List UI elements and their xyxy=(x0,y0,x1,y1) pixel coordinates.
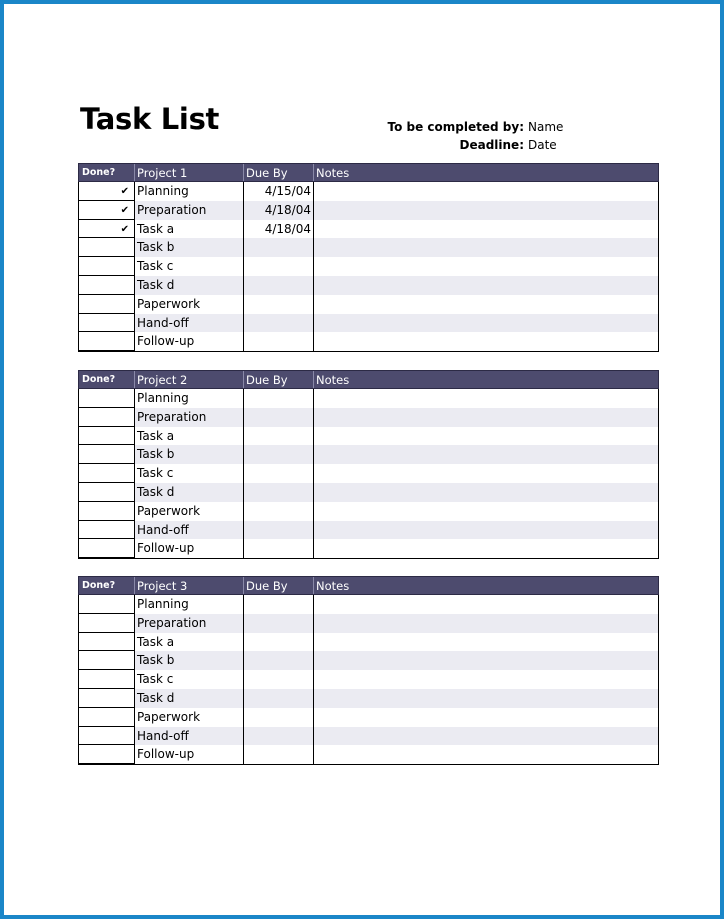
header-divider xyxy=(243,164,244,181)
task-name: Paperwork xyxy=(135,502,244,521)
task-name: Preparation xyxy=(135,408,244,427)
due-by-header: Due By xyxy=(246,579,288,593)
task-name: Planning xyxy=(135,389,244,408)
project-header xyxy=(78,576,659,595)
table-row xyxy=(79,389,658,408)
project-name: Project 3 xyxy=(137,579,188,593)
due-date[interactable] xyxy=(244,727,314,746)
checkmark-icon: ✔ xyxy=(120,186,129,197)
deadline-label: Deadline: xyxy=(459,138,524,152)
table-row xyxy=(79,727,658,746)
task-name: Task a xyxy=(135,220,244,239)
table-row xyxy=(79,689,658,708)
due-date[interactable] xyxy=(244,633,314,652)
due-date[interactable] xyxy=(244,708,314,727)
due-date[interactable] xyxy=(244,238,314,257)
done-checkbox[interactable] xyxy=(79,276,135,295)
task-name: Paperwork xyxy=(135,295,244,314)
table-row xyxy=(79,670,658,689)
done-checkbox[interactable] xyxy=(79,502,135,521)
notes-cell[interactable] xyxy=(314,745,658,764)
done-checkbox[interactable] xyxy=(79,220,135,239)
task-name: Preparation xyxy=(135,201,244,220)
table-row xyxy=(79,201,658,220)
done-header: Done? xyxy=(82,374,116,385)
table-row xyxy=(79,238,658,257)
table-row xyxy=(79,521,658,540)
notes-cell[interactable] xyxy=(314,276,658,295)
task-name: Task b xyxy=(135,651,244,670)
header-divider xyxy=(134,577,135,594)
due-date[interactable] xyxy=(244,745,314,764)
table-row xyxy=(79,257,658,276)
project-name: Project 2 xyxy=(137,373,188,387)
due-date[interactable] xyxy=(244,314,314,333)
due-date[interactable] xyxy=(244,408,314,427)
notes-cell[interactable] xyxy=(314,445,658,464)
notes-cell[interactable] xyxy=(314,539,658,558)
table-row xyxy=(79,276,658,295)
notes-cell[interactable] xyxy=(314,651,658,670)
due-date[interactable] xyxy=(244,295,314,314)
table-row xyxy=(79,633,658,652)
done-header: Done? xyxy=(82,167,116,178)
done-checkbox[interactable] xyxy=(79,201,135,220)
due-date[interactable]: 4/18/04 xyxy=(244,220,314,239)
task-name: Planning xyxy=(135,182,244,201)
project-header xyxy=(78,370,659,389)
deadline-value[interactable]: Date xyxy=(528,138,557,152)
notes-cell[interactable] xyxy=(314,727,658,746)
done-checkbox[interactable] xyxy=(79,745,135,764)
done-checkbox[interactable] xyxy=(79,521,135,540)
due-date[interactable] xyxy=(244,689,314,708)
due-date[interactable] xyxy=(244,521,314,540)
done-checkbox[interactable] xyxy=(79,295,135,314)
done-checkbox[interactable] xyxy=(79,689,135,708)
done-checkbox[interactable] xyxy=(79,464,135,483)
task-name: Task a xyxy=(135,633,244,652)
table-row xyxy=(79,614,658,633)
task-name: Preparation xyxy=(135,614,244,633)
table-row xyxy=(79,708,658,727)
notes-cell[interactable] xyxy=(314,332,658,351)
due-date[interactable] xyxy=(244,483,314,502)
completed-by-value[interactable]: Name xyxy=(528,120,564,134)
due-date[interactable]: 4/15/04 xyxy=(244,182,314,201)
checkmark-icon: ✔ xyxy=(120,223,129,235)
notes-cell[interactable] xyxy=(314,182,658,201)
notes-header: Notes xyxy=(316,166,350,180)
table-row xyxy=(79,539,658,558)
done-checkbox[interactable] xyxy=(79,483,135,502)
done-checkbox[interactable] xyxy=(79,257,135,276)
header-divider xyxy=(313,577,314,594)
due-by-header: Due By xyxy=(246,373,288,387)
task-name: Follow-up xyxy=(135,332,244,351)
done-checkbox[interactable] xyxy=(79,445,135,464)
header-divider xyxy=(243,577,244,594)
table-row xyxy=(79,332,658,351)
notes-cell[interactable] xyxy=(314,201,658,220)
notes-cell[interactable] xyxy=(314,389,658,408)
notes-header: Notes xyxy=(316,579,350,593)
task-name: Hand-off xyxy=(135,727,244,746)
project-table xyxy=(78,576,659,765)
table-row xyxy=(79,408,658,427)
due-date[interactable] xyxy=(244,427,314,446)
done-checkbox[interactable] xyxy=(79,389,135,408)
done-checkbox[interactable] xyxy=(79,238,135,257)
task-name: Follow-up xyxy=(135,539,244,558)
table-row xyxy=(79,182,658,201)
due-date[interactable] xyxy=(244,389,314,408)
project-table xyxy=(78,370,659,559)
done-checkbox[interactable] xyxy=(79,595,135,614)
table-row xyxy=(79,445,658,464)
table-row xyxy=(79,464,658,483)
checkmark-icon: ✔ xyxy=(120,204,129,216)
notes-cell[interactable] xyxy=(314,257,658,276)
project-table xyxy=(78,163,659,352)
due-date[interactable] xyxy=(244,332,314,351)
page-title: Task List xyxy=(80,102,220,136)
done-checkbox[interactable] xyxy=(79,614,135,633)
task-rows xyxy=(78,182,659,352)
due-date[interactable] xyxy=(244,539,314,558)
notes-cell[interactable] xyxy=(314,408,658,427)
notes-cell[interactable] xyxy=(314,595,658,614)
done-checkbox[interactable] xyxy=(79,314,135,333)
done-checkbox[interactable] xyxy=(79,708,135,727)
done-checkbox[interactable] xyxy=(79,539,135,558)
notes-cell[interactable] xyxy=(314,464,658,483)
notes-cell[interactable] xyxy=(314,689,658,708)
task-name: Task c xyxy=(135,670,244,689)
header-divider xyxy=(243,371,244,388)
table-row xyxy=(79,595,658,614)
due-date[interactable] xyxy=(244,257,314,276)
task-name: Task d xyxy=(135,483,244,502)
done-checkbox[interactable] xyxy=(79,332,135,351)
notes-cell[interactable] xyxy=(314,502,658,521)
notes-header: Notes xyxy=(316,373,350,387)
table-row xyxy=(79,295,658,314)
task-name: Hand-off xyxy=(135,314,244,333)
notes-cell[interactable] xyxy=(314,295,658,314)
due-date[interactable] xyxy=(244,670,314,689)
done-checkbox[interactable] xyxy=(79,427,135,446)
done-checkbox[interactable] xyxy=(79,651,135,670)
task-name: Task c xyxy=(135,464,244,483)
notes-cell[interactable] xyxy=(314,521,658,540)
header-divider xyxy=(313,371,314,388)
header-divider xyxy=(134,371,135,388)
header-divider xyxy=(134,164,135,181)
table-row xyxy=(79,314,658,333)
due-by-header: Due By xyxy=(246,166,288,180)
task-name: Hand-off xyxy=(135,521,244,540)
done-checkbox[interactable] xyxy=(79,182,135,201)
task-name: Task d xyxy=(135,689,244,708)
task-name: Task d xyxy=(135,276,244,295)
notes-cell[interactable] xyxy=(314,483,658,502)
done-checkbox[interactable] xyxy=(79,727,135,746)
task-name: Paperwork xyxy=(135,708,244,727)
notes-cell[interactable] xyxy=(314,220,658,239)
notes-cell[interactable] xyxy=(314,314,658,333)
project-name: Project 1 xyxy=(137,166,188,180)
due-date[interactable] xyxy=(244,464,314,483)
notes-cell[interactable] xyxy=(314,708,658,727)
notes-cell[interactable] xyxy=(314,238,658,257)
notes-cell[interactable] xyxy=(314,427,658,446)
task-rows xyxy=(78,595,659,765)
done-checkbox[interactable] xyxy=(79,408,135,427)
table-row xyxy=(79,220,658,239)
task-name: Task b xyxy=(135,238,244,257)
table-row xyxy=(79,745,658,764)
table-row xyxy=(79,427,658,446)
due-date[interactable] xyxy=(244,595,314,614)
notes-cell[interactable] xyxy=(314,670,658,689)
task-name: Task b xyxy=(135,445,244,464)
header-divider xyxy=(313,164,314,181)
notes-cell[interactable] xyxy=(314,614,658,633)
task-name: Task a xyxy=(135,427,244,446)
project-header xyxy=(78,163,659,182)
completed-by-label: To be completed by: xyxy=(387,120,524,134)
done-checkbox[interactable] xyxy=(79,670,135,689)
due-date[interactable]: 4/18/04 xyxy=(244,201,314,220)
notes-cell[interactable] xyxy=(314,633,658,652)
due-date[interactable] xyxy=(244,502,314,521)
due-date[interactable] xyxy=(244,276,314,295)
task-name: Follow-up xyxy=(135,745,244,764)
task-name: Task c xyxy=(135,257,244,276)
table-row xyxy=(79,483,658,502)
task-rows xyxy=(78,389,659,559)
table-row xyxy=(79,502,658,521)
due-date[interactable] xyxy=(244,614,314,633)
done-checkbox[interactable] xyxy=(79,633,135,652)
task-name: Planning xyxy=(135,595,244,614)
done-header: Done? xyxy=(82,580,116,591)
due-date[interactable] xyxy=(244,445,314,464)
table-row xyxy=(79,651,658,670)
due-date[interactable] xyxy=(244,651,314,670)
